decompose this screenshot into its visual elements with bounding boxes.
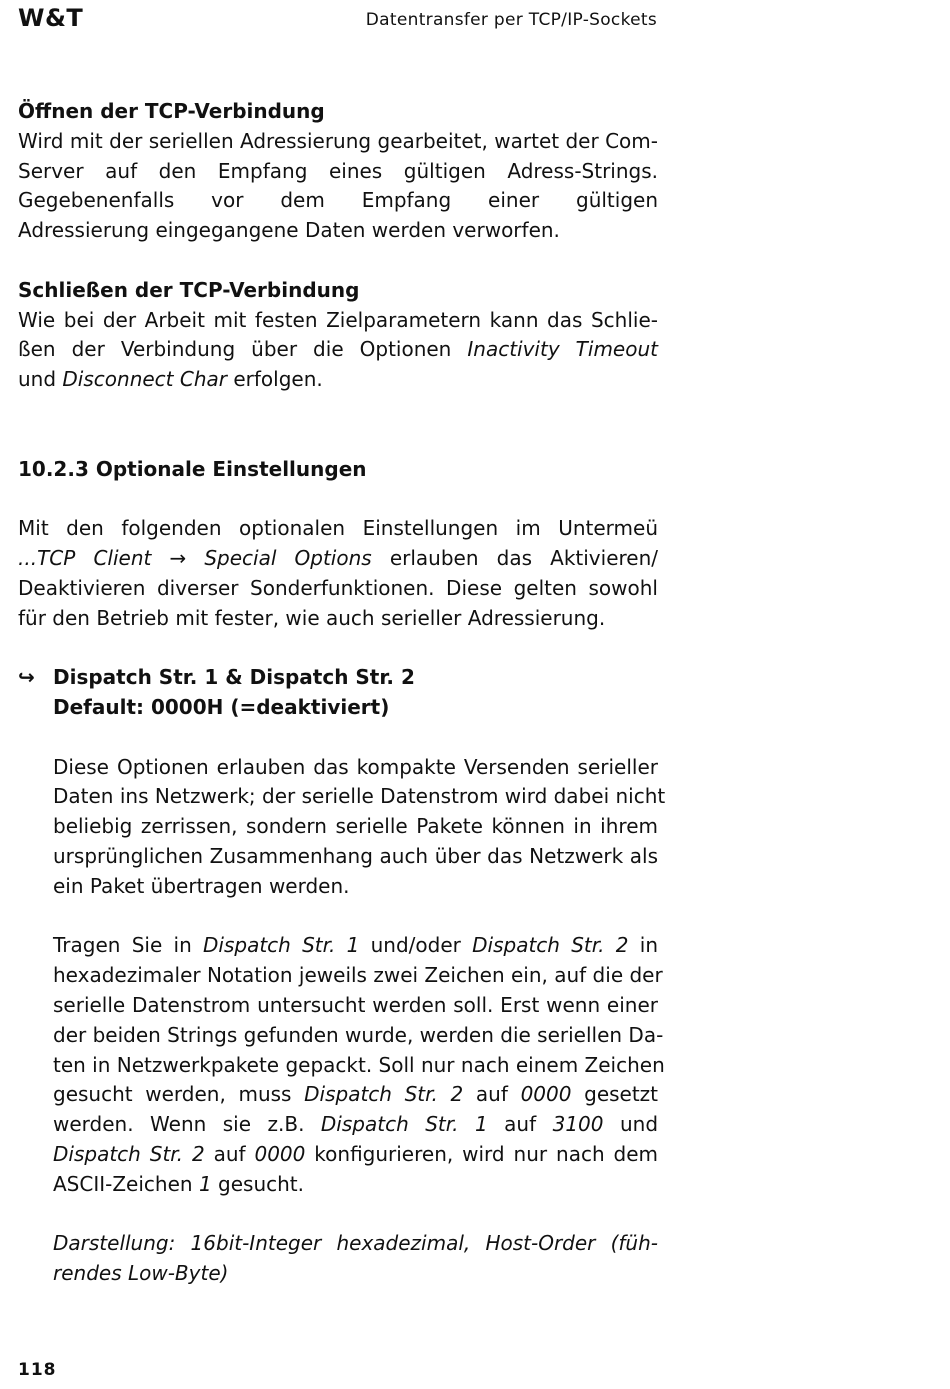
close-line-3-text: und bbox=[18, 367, 63, 392]
close-line-2-text: ßen der Verbindung über die Optionen bbox=[18, 337, 468, 362]
option-para1-line-3: beliebig zerrissen, sondern serielle Pakete können in ihrem bbox=[53, 814, 658, 839]
option-name: Dispatch Str. 1 bbox=[203, 933, 360, 958]
option-note-line-1 bbox=[53, 1229, 658, 1259]
option-para2-line-7 bbox=[53, 1110, 658, 1140]
open-line-2: Server auf den Empfang eines gültigen Adress-Strings. bbox=[18, 158, 658, 183]
close-line-1: Wie bei der Arbeit mit festen Zielparametern kann das Schlie- bbox=[18, 307, 658, 332]
section-heading-open: Öffnen der TCP-Verbindung bbox=[18, 99, 325, 123]
open-line-4: Adressierung eingegangene Daten werden verworfen. bbox=[18, 218, 560, 243]
close-line-2-option: Inactivity Timeout bbox=[467, 337, 658, 362]
option-para2-line-5: ten in Netzwerkpakete gepackt. Soll nur nach einem Zeichen bbox=[53, 1052, 665, 1077]
option-para2-line-1 bbox=[53, 931, 658, 961]
option-para2-line-4: der beiden Strings gefunden wurde, werden die seriellen Da- bbox=[53, 1022, 664, 1047]
header-brand: W&T bbox=[18, 4, 84, 32]
option-name: Dispatch Str. 1 bbox=[320, 1112, 488, 1137]
option-default: Default: 0000H (=deaktiviert) bbox=[53, 694, 390, 719]
text: gesetzt bbox=[571, 1082, 659, 1107]
option-title: Dispatch Str. 1 & Dispatch Str. 2 bbox=[53, 665, 415, 690]
text: gesucht. bbox=[211, 1171, 304, 1196]
section-heading-optional: 10.2.3 Optionale Einstellungen bbox=[18, 456, 367, 481]
text: auf bbox=[487, 1112, 553, 1137]
close-line-3-suffix: erfolgen. bbox=[227, 367, 323, 392]
option-name: Dispatch Str. 2 bbox=[304, 1082, 464, 1107]
note-text: Darstellung: 16bit-Integer hexadezimal, Host-Order (füh- bbox=[53, 1231, 658, 1256]
open-line-3: Gegebenenfalls vor dem Empfang einer gültigen bbox=[18, 188, 658, 213]
text: werden. Wenn sie z.B. bbox=[53, 1112, 321, 1137]
text: in bbox=[628, 933, 659, 958]
text: Tragen Sie in bbox=[53, 933, 203, 958]
option-para2-line-2: hexadezimaler Notation jeweils zwei Zeichen ein, auf die der bbox=[53, 963, 663, 988]
option-value: 3100 bbox=[552, 1112, 604, 1137]
option-para2-line-8 bbox=[53, 1140, 658, 1170]
optional-line-3: Deaktivieren diverser Sonderfunktionen. Diese gelten sowohl bbox=[18, 575, 658, 600]
note-text: rendes Low-Byte) bbox=[53, 1261, 229, 1286]
close-line-3 bbox=[18, 365, 658, 395]
text: und/oder bbox=[359, 933, 473, 958]
text: auf bbox=[463, 1082, 521, 1107]
text: ASCII-Zeichen bbox=[53, 1171, 199, 1196]
text: und bbox=[603, 1112, 659, 1137]
hook-arrow-icon: ↪ bbox=[18, 665, 35, 690]
option-name: Dispatch Str. 2 bbox=[472, 933, 629, 958]
section-heading-close: Schließen der TCP-Verbindung bbox=[18, 277, 360, 302]
option-dispatch-strings bbox=[18, 663, 666, 1289]
option-para1-line-4: ursprünglichen Zusammenhang auch über das Netzwerk als bbox=[53, 843, 658, 868]
option-note-line-2 bbox=[53, 1259, 658, 1289]
option-value: 0000 bbox=[254, 1141, 306, 1166]
header-title: Datentransfer per TCP/IP-Sockets bbox=[365, 10, 657, 30]
optional-line-1: Mit den folgenden optionalen Einstellungen im Untermeü bbox=[18, 516, 658, 541]
text: konfigurieren, wird nur nach dem bbox=[305, 1141, 659, 1166]
text: gesucht werden, muss bbox=[53, 1082, 305, 1107]
option-para1-line-1: Diese Optionen erlauben das kompakte Versenden serieller bbox=[53, 754, 658, 779]
option-para2-line-3: serielle Datenstrom untersucht werden soll. Erst wenn einer bbox=[53, 992, 658, 1017]
option-para1-line-5: ein Paket übertragen werden. bbox=[53, 873, 350, 898]
page-body bbox=[18, 97, 666, 1289]
text: auf bbox=[204, 1141, 255, 1166]
optional-line-2-text: erlauben das Aktivieren/ bbox=[371, 545, 658, 570]
close-line-3-option: Disconnect Char bbox=[62, 367, 227, 392]
page-number: 118 bbox=[18, 1360, 57, 1380]
optional-line-4: für den Betrieb mit fester, wie auch serieller Adressierung. bbox=[18, 605, 606, 630]
optional-line-2 bbox=[18, 544, 658, 574]
option-value: 0000 bbox=[520, 1082, 572, 1107]
open-line-1: Wird mit der seriellen Adressierung gearbeitet, wartet der Com- bbox=[18, 128, 658, 153]
option-name: Dispatch Str. 2 bbox=[53, 1141, 205, 1166]
option-para2-line-9 bbox=[53, 1170, 658, 1200]
close-line-2 bbox=[18, 335, 658, 365]
option-para1-line-2: Daten ins Netzwerk; der serielle Datenstrom wird dabei nicht bbox=[53, 784, 666, 809]
option-para2-line-6 bbox=[53, 1080, 658, 1110]
option-value: 1 bbox=[198, 1171, 212, 1196]
optional-menu-path: ...TCP Client → Special Options bbox=[18, 545, 372, 570]
